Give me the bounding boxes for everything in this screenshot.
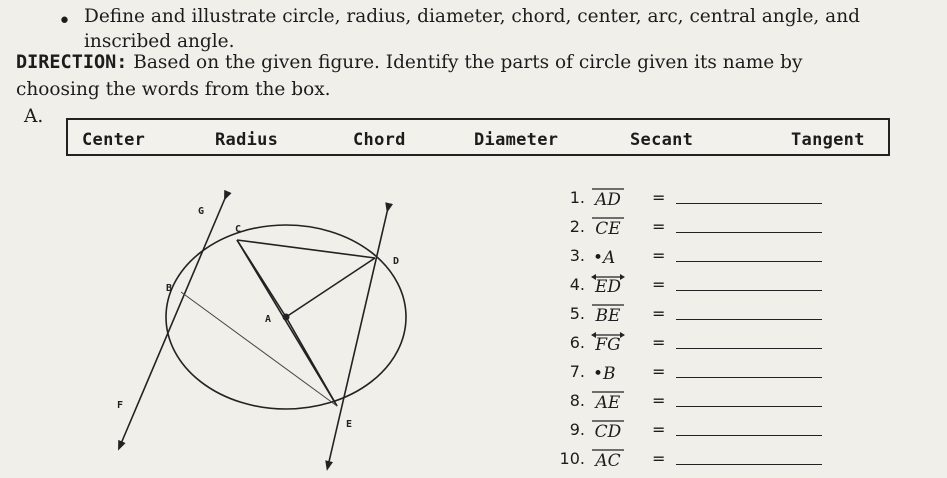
circle-figure bbox=[100, 182, 420, 474]
answer-blank[interactable] bbox=[676, 435, 822, 436]
label-d: D bbox=[393, 256, 400, 267]
notation-point bbox=[590, 244, 630, 270]
notation-name: CE bbox=[595, 219, 621, 239]
tangent-line-fg bbox=[120, 196, 226, 446]
bullet-marker: • bbox=[58, 9, 71, 34]
answer-blank[interactable] bbox=[676, 232, 822, 233]
equals-sign: = bbox=[652, 188, 666, 207]
direction-text-1: Based on the given figure. Identify the parts of circle given its name by bbox=[127, 52, 803, 73]
answer-blank[interactable] bbox=[676, 290, 822, 291]
equals-sign: = bbox=[652, 275, 666, 294]
equals-sign: = bbox=[652, 362, 666, 381]
notation-name: AC bbox=[595, 451, 621, 471]
equals-sign: = bbox=[652, 333, 666, 352]
chord-be bbox=[181, 292, 337, 406]
objective-line-2: inscribed angle. bbox=[84, 31, 235, 52]
word-diameter: Diameter bbox=[474, 130, 559, 150]
center-point-a bbox=[283, 314, 290, 321]
answer-blank[interactable] bbox=[676, 261, 822, 262]
label-f: F bbox=[117, 400, 124, 411]
segment-ad bbox=[286, 258, 375, 317]
word-tangent: Tangent bbox=[791, 130, 865, 150]
question-row bbox=[540, 273, 840, 297]
point-dot-icon: • bbox=[593, 364, 604, 384]
answer-blank[interactable] bbox=[676, 406, 822, 407]
direction-label: DIRECTION: bbox=[16, 52, 128, 73]
notation-segment bbox=[590, 186, 630, 212]
answer-blank[interactable] bbox=[676, 348, 822, 349]
point-dot-icon: • bbox=[593, 248, 604, 268]
notation-name: CD bbox=[594, 422, 622, 442]
notation-name: B bbox=[603, 364, 616, 384]
notation-name: ED bbox=[594, 277, 622, 297]
notation-name: AE bbox=[595, 393, 621, 413]
notation-segment bbox=[590, 389, 630, 415]
answer-blank[interactable] bbox=[676, 377, 822, 378]
question-number: 2. bbox=[569, 217, 585, 236]
answer-blank[interactable] bbox=[676, 464, 822, 465]
question-number: 9. bbox=[569, 420, 585, 439]
question-number: 3. bbox=[569, 246, 585, 265]
question-row bbox=[540, 186, 840, 210]
question-number: 4. bbox=[569, 275, 585, 294]
question-number: 6. bbox=[569, 333, 585, 352]
question-number: 1. bbox=[569, 188, 585, 207]
equals-sign: = bbox=[652, 420, 666, 439]
word-center: Center bbox=[82, 130, 146, 150]
equals-sign: = bbox=[652, 449, 666, 468]
equals-sign: = bbox=[652, 391, 666, 410]
notation-line bbox=[590, 331, 630, 357]
question-row bbox=[540, 418, 840, 442]
answer-blank[interactable] bbox=[676, 319, 822, 320]
label-g: G bbox=[198, 206, 205, 217]
question-number: 10. bbox=[559, 449, 585, 468]
secant-line-ed bbox=[328, 208, 388, 466]
question-number: 7. bbox=[569, 362, 585, 381]
answer-blank[interactable] bbox=[676, 203, 822, 204]
question-row bbox=[540, 360, 840, 384]
question-row bbox=[540, 302, 840, 326]
word-radius: Radius bbox=[215, 130, 279, 150]
notation-name: BE bbox=[595, 306, 621, 326]
question-row bbox=[540, 331, 840, 355]
equals-sign: = bbox=[652, 246, 666, 265]
direction-line-1 bbox=[16, 52, 802, 73]
label-c: C bbox=[235, 224, 242, 235]
notation-segment bbox=[590, 302, 630, 328]
question-row bbox=[540, 447, 840, 471]
notation-line bbox=[590, 273, 630, 299]
direction-line-2: choosing the words from the box. bbox=[16, 79, 331, 100]
equals-sign: = bbox=[652, 217, 666, 236]
equals-sign: = bbox=[652, 304, 666, 323]
section-label: A. bbox=[24, 106, 44, 127]
notation-segment bbox=[590, 215, 630, 241]
segment-ae bbox=[286, 317, 337, 406]
label-e: E bbox=[346, 419, 353, 430]
segment-ac bbox=[237, 240, 286, 317]
question-number: 5. bbox=[569, 304, 585, 323]
question-row bbox=[540, 389, 840, 413]
notation-segment bbox=[590, 418, 630, 444]
notation-name: A bbox=[603, 248, 616, 268]
question-row bbox=[540, 215, 840, 239]
question-number: 8. bbox=[569, 391, 585, 410]
word-secant: Secant bbox=[630, 130, 694, 150]
notation-point bbox=[590, 360, 630, 386]
label-b: B bbox=[166, 283, 173, 294]
word-chord: Chord bbox=[353, 130, 406, 150]
notation-segment bbox=[590, 447, 630, 473]
label-a: A bbox=[265, 314, 272, 325]
word-box bbox=[66, 118, 890, 156]
chord-cd bbox=[237, 240, 375, 258]
notation-name: AD bbox=[595, 190, 621, 210]
notation-name: FG bbox=[595, 335, 621, 355]
question-row bbox=[540, 244, 840, 268]
objective-line-1: Define and illustrate circle, radius, diameter, chord, center, arc, central angle, and bbox=[84, 6, 860, 27]
